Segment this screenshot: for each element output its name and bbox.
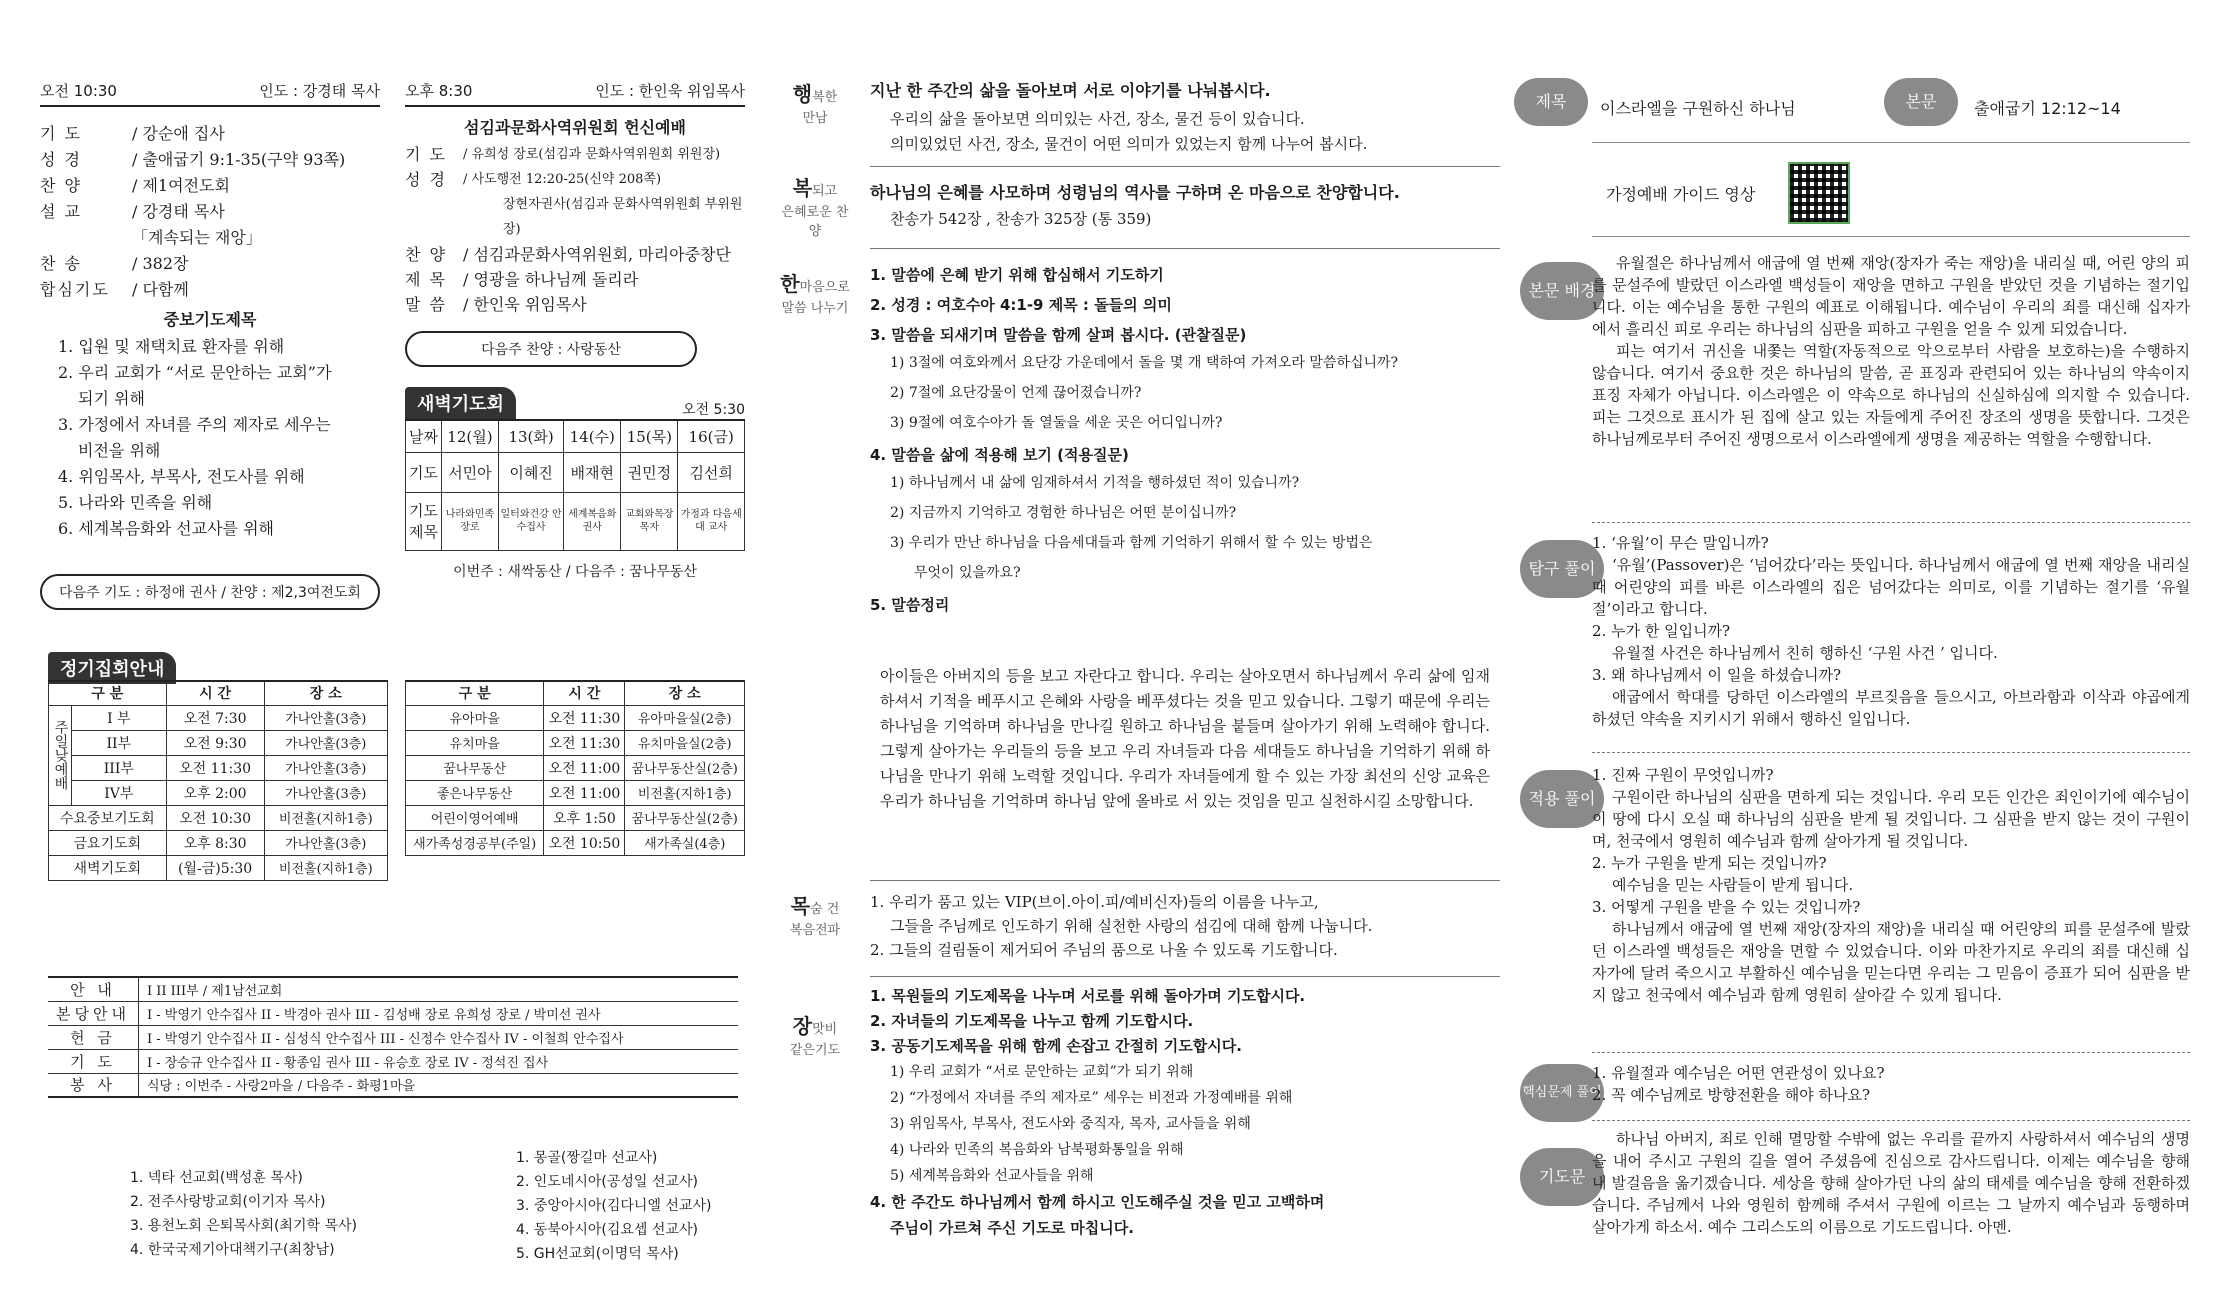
prayer-point: 5) 세계복음화와 선교사들을 위해 [890,1168,1094,1184]
service-row [40,173,380,199]
gospel-line: 1. 우리가 품고 있는 VIP(브이.아이.피/예비신자)들의 이름을 나누고, [870,893,1319,911]
meeting-cell: 가나안홀(3층) [264,730,387,755]
meeting-cell: 비전홀(지하1층) [264,855,387,880]
word-step: 5. 말씀정리 [870,596,950,614]
icon-gospel: 목숨 건 복음전파 [789,894,841,938]
meeting-header: 시 간 [166,681,264,705]
service-title: 섬김과문화사역위원회 헌신예배 [464,118,686,137]
service-row [405,192,745,242]
mission-item: 1. 몽골(짱길마 선교사) [516,1150,658,1166]
meeting-cell: 가나안홀(3층) [264,780,387,805]
dawn-cell: 세계복음화 권사 [564,492,621,550]
duty-row [48,977,738,1001]
duty-key: 기 도 [48,1049,139,1073]
core-question: 2. 꼭 예수님께로 방향전환을 해야 하나요? [1592,1086,1871,1104]
mission-item: 1. 넥타 선교회(백성훈 목사) [130,1170,303,1186]
meeting-cell: 오전 11:30 [166,755,264,780]
icon-prayer: 장맛비 같은기도 [789,1014,841,1058]
meeting-cell: 오전 10:50 [544,830,625,855]
service-time: 오전 10:30 [40,82,117,100]
row-key: 설 교 [40,202,82,221]
dawn-cell: 15(목) [621,420,678,452]
meeting-cell: 꿈나무동산실(2층) [625,805,745,830]
row-key: 말 씀 [405,295,447,314]
dawn-cell: 이혜진 [498,452,563,492]
meeting-cell: 오전 11:00 [544,780,625,805]
meeting-cell: 유치마을실(2층) [625,730,745,755]
qr-code-icon[interactable] [1788,162,1850,224]
prayer-point: 4) 나라와 민족의 복음화와 남북평화통일을 위해 [890,1142,1184,1158]
service-row [40,199,380,225]
row-value: / 유희성 장로(섬김과 문화사역위원회 위원장) [463,147,721,162]
core-questions [1592,1062,2190,1106]
core-question: 1. 유월절과 예수님은 어떤 연관성이 있나요? [1592,1064,1885,1082]
service-order [40,121,380,303]
dawn-cell: 일터와건강 안수집사 [498,492,563,550]
row-value: / 제1여전도회 [132,176,230,195]
gospel-line: 그들을 주님께로 인도하기 위해 실천한 사랑의 섬김에 대해 함께 나눕니다. [890,917,1373,935]
row-value: / 섬김과문화사역위원회, 마리아중창단 [463,245,731,264]
sunday-label: 주일낮예배 [49,705,72,805]
meeting-cell: III부 [72,755,167,780]
meeting-cell: I 부 [72,705,167,730]
icon-happy-meeting: 행복한 만남 [792,82,838,126]
word-question: 2) 지금까지 기억하고 경험한 하나님은 어떤 분이십니까? [890,505,1237,521]
duty-row [48,1001,738,1025]
prayer-item: 6. 세계복음화와 선교사를 위해 [58,519,274,538]
mission-item: 5. GH선교회(이명덕 목사) [516,1246,679,1262]
section-prayer [870,984,1500,1241]
meeting-header: 구 분 [406,681,544,705]
duty-key: 본당안내 [48,1001,139,1025]
meeting-row [49,755,388,780]
meeting-row [406,705,745,730]
mission-item: 4. 한국국제기아대책기구(최창남) [130,1242,335,1258]
icon-word-sharing: 한마음으로 말씀 나누기 [780,272,850,316]
mission-list-a [130,1166,357,1262]
core-tag: 핵심문제 풀이 [1520,1064,1604,1122]
divider [870,166,1500,167]
mission-item: 3. 용천노회 은퇴목사회(최기학 목사) [130,1218,357,1234]
meeting-header: 장 소 [625,681,745,705]
prayer-item: 4. 위임목사, 부목사, 전도사를 위해 [58,467,305,486]
duty-value: I - 장승규 안수집사 II - 황종임 권사 III - 유승호 장로 IV - 정석진 집사 [139,1049,739,1073]
service-row [405,167,745,192]
divider [1592,142,2190,143]
duty-value: 식당 : 이번주 - 사랑2마을 / 다음주 - 화평1마을 [139,1073,739,1097]
answer: 애굽에서 학대를 당하던 이스라엘의 부르짖음을 들으시고, 아브라함과 이삭과 야곱에게 하셨던 약속을 지키시기 위해서 행하신 일입니다. [1592,688,2190,728]
meeting-row [49,705,388,730]
meeting-row [406,805,745,830]
dawn-cell: 나라와민족 장로 [441,492,498,550]
regular-meetings-title: 정기집회안내 [48,652,176,684]
meeting-cell: 꿈나무동산 [406,755,544,780]
word-step: 4. 말씀을 삶에 적용해 보기 (적용질문) [870,446,1129,464]
prayer-item: 3. 가정에서 자녀를 주의 제자로 세우는 [58,415,331,434]
duty-value: I - 박영기 안수집사 II - 박경아 권사 III - 김성배 장로 유희성 장로 / 박미선 권사 [139,1001,739,1025]
word-question: 1) 하나님께서 내 삶에 임재하셔서 기적을 행하셨던 적이 있습니까? [890,475,1300,491]
dawn-cell: 김선희 [678,452,745,492]
row-value: / 강경태 목사 [132,202,225,221]
duty-value: I - 박영기 안수집사 II - 심성식 안수집사 III - 신정수 안수집사 IV - 이철희 안수집사 [139,1025,739,1049]
dawn-cell: 권민정 [621,452,678,492]
question: 1. 진짜 구원이 무엇입니까? [1592,766,1774,784]
prayer-item: 비전을 위해 [78,441,161,460]
meeting-cell: 오전 11:30 [544,730,625,755]
service-header [405,80,745,107]
prayer-item: 2. 우리 교회가 “서로 문안하는 교회”가 [58,363,332,382]
meeting-cell: 새가족실(4층) [625,830,745,855]
gospel-line: 2. 그들의 걸림돌이 제거되어 주님의 품으로 나올 수 있도록 기도합니다. [870,941,1338,959]
row-value: / 사도행전 12:20-25(신약 208쪽) [463,172,662,187]
prayer-step: 1. 목원들의 기도제목을 나누며 서로를 위해 돌아가며 기도합시다. [870,987,1306,1005]
prayer-step: 3. 공동기도제목을 위해 함께 손잡고 간절히 기도합시다. [870,1037,1242,1055]
duty-key: 헌 금 [48,1025,139,1049]
word-question: 2) 7절에 요단강물이 언제 끊어졌습니까? [890,385,1142,401]
service-header [40,80,380,107]
meeting-cell: (월-금)5:30 [166,855,264,880]
dawn-prayer-table [405,419,745,551]
meeting-cell: 오전 11:00 [544,755,625,780]
dawn-cell: 12(월) [441,420,498,452]
meeting-header: 시 간 [544,681,625,705]
prayer-point: 2) “가정에서 자녀를 주의 제자로” 세우는 비전과 가정예배를 위해 [890,1090,1293,1106]
dawn-cell: 기도 [406,452,442,492]
word-question: 3) 9절에 여호수아가 돌 열둘을 세운 곳은 어디입니까? [890,415,1223,431]
divider [1592,1052,2190,1053]
row-key: 찬 양 [405,245,447,264]
section-fellowship: 지난 한 주간의 삶을 돌아보며 서로 이야기를 나눠봅시다. 우리의 삶을 돌아보면 의미있는 사건, 장소, 물건 등이 있습니다. 의미있었던 사건, 장소, 물건이 어떤 의미가 있었는지 함께 나누어 봅시다. [870,78,1500,157]
duty-row [48,1049,738,1073]
closing-line: 4. 한 주간도 하나님께서 함께 하시고 인도해주실 것을 믿고 고백하며 [870,1193,1325,1211]
prayer-step: 2. 자녀들의 기도제목을 나누고 함께 기도합시다. [870,1012,1194,1030]
answer: 유월절 사건은 하나님께서 친히 행하신 ‘구원 사건 ’ 입니다. [1612,644,1998,662]
meeting-cell: 오후 8:30 [166,830,264,855]
duty-key: 안 내 [48,977,139,1001]
service-time: 오후 8:30 [405,82,473,100]
dawn-cell: 가정과 다음세대 교사 [678,492,745,550]
prayer-point: 1) 우리 교회가 “서로 문안하는 교회”가 되기 위해 [890,1064,1194,1080]
duty-value: I II III부 / 제1남선교회 [139,977,739,1001]
mission-item: 3. 중앙아시아(김다니엘 선교사) [516,1198,712,1214]
row-value: / 다함께 [132,280,189,299]
service-row [40,277,380,303]
row-value: / 영광을 하나님께 돌리라 [463,270,639,289]
dawn-prayer-time: 오전 5:30 [682,402,745,418]
fellowship-line: 우리의 삶을 돌아보면 의미있는 사건, 장소, 물건 등이 있습니다. [890,110,1305,128]
service-leader: 인도 : 강경태 목사 [259,82,380,100]
evening-service [405,0,745,581]
dawn-cell: 기도 제목 [406,492,442,550]
closing-line: 주님이 가르쳐 주신 기도로 마칩니다. [890,1219,1134,1237]
meeting-row [406,755,745,780]
prayer-title: 중보기도제목 [163,310,257,329]
answer: 예수님을 믿는 사람들이 받게 됩니다. [1612,876,1854,894]
row-key: 기 도 [40,124,82,143]
prayer-item: 1. 입원 및 재택치료 환자를 위해 [58,337,285,356]
meeting-header: 장 소 [264,681,387,705]
divider [870,248,1500,249]
meeting-cell: 오후 2:00 [166,780,264,805]
service-row [40,251,380,277]
meeting-cell: 유아마을실(2층) [625,705,745,730]
prayer-point: 3) 위임목사, 부목사, 전도사와 중직자, 목자, 교사들을 위해 [890,1116,1251,1132]
meeting-cell: 비전홀(지하1층) [264,805,387,830]
meeting-cell: 금요기도회 [49,830,167,855]
meeting-cell: 오전 11:30 [544,705,625,730]
question: 3. 왜 하나님께서 이 일을 하셨습니까? [1592,666,1842,684]
dawn-cell: 14(수) [564,420,621,452]
service-leader: 인도 : 한인욱 위임목사 [595,82,745,100]
question: 3. 어떻게 구원을 받을 수 있는 것입니까? [1592,898,1861,916]
icon-blessed-praise: 복되고 은혜로운 찬양 [781,176,849,239]
dawn-cell: 16(금) [678,420,745,452]
meeting-cell: 오후 1:50 [544,805,625,830]
explore-text [1592,532,2190,730]
answer: 하나님께서 애굽에 열 번째 재앙(장자의 재앙)을 내리실 때 어린양의 피를 문설주에 발랐던 이스라엘 백성들은 재앙을 면할 수 있었습니다. 이와 마찬가지로 우리의 죄를 대신해 십자가에 달려 죽으시고 부활하신 예수님을 믿는다면 우리는 그 믿음이 증표가 되어 심판을 받지 않고 천국에서 예수님과 함께 영원히 살아갈 수 있게 됩니다. [1592,920,2190,1004]
meeting-cell: 오전 7:30 [166,705,264,730]
dawn-cell: 배재현 [564,452,621,492]
row-key: 제 목 [405,270,447,289]
section-word [870,258,1500,618]
service-row [405,242,745,267]
divider [870,880,1500,881]
guide-video-label: 가정예배 가이드 영상 [1606,185,1756,204]
word-question: 3) 우리가 만난 하나님을 다음세대들과 함께 기억하기 위해서 할 수 있는 방법은 [890,535,1373,551]
meeting-cell: 오전 10:30 [166,805,264,830]
apply-tag: 적용 풀이 [1520,770,1604,828]
dawn-prayer-title: 새벽기도회 [405,387,516,419]
meeting-row [49,805,388,830]
service-row [40,147,380,173]
prayer-text: 하나님 아버지, 죄로 인해 멸망할 수밖에 없는 우리를 끝까지 사랑하셔서 예수님의 생명을 내어 주시고 구원의 길을 열어 주셨음에 진심으로 감사드립니다. 이제는 예수님을 향해 내 발걸음을 옮기겠습니다. 세상을 향해 살아가던 나의 삶의 태세를 예수님을 향해 전환하겠습니다. 주님께서 나와 영원히 함께해 주셔서 구원에 이르는 그 날까지 예수님과 동행하며 살아가게 하소서. 예수 그리스도의 이름으로 기도드립니다. 아멘. [1592,1130,2190,1236]
divider [1592,1120,2190,1121]
background-para: 피는 여기서 귀신을 내쫓는 역할(자동적으로 악으로부터 사람을 보호하는)을 수행하지 않습니다. 여기서 중요한 것은 하나님의 말씀, 곧 표징과 관련되어 있는 하나님의 약속이지 표징 자체가 아닙니다. 이스라엘은 이 약속으로 하나님의 신실하심에 의지할 수 있습니다. 피는 그것으로 표시가 된 집에 살고 있는 자들에게 주어진 장조의 생명을 뜻합니다. 그것은 하나님께로부터 주어진 생명으로서 이스라엘에게 생명을 제공하는 역할을 수행합니다. [1592,342,2190,448]
row-value: / 강순애 집사 [132,124,225,143]
text-tag: 본문 [1884,78,1958,126]
dawn-next-note: 이번주 : 새싹동산 / 다음주 : 꿈나무동산 [453,563,697,580]
background-tag: 본문 배경 [1520,262,1604,320]
prayer-item: 되기 위해 [78,389,145,408]
sunday-morning-service [40,0,380,610]
meeting-cell: IV부 [72,780,167,805]
fellowship-line: 의미있었던 사건, 장소, 물건이 어떤 의미가 있었는지 함께 나누어 봅시다. [890,135,1368,153]
meeting-cell: 가나안홀(3층) [264,830,387,855]
background-para: 유월절은 하나님께서 애굽에 열 번째 재앙(장자가 죽는 재앙)을 내리실 때, 어린 양의 피를 문설주에 발랐던 이스라엘 백성들이 재앙을 면하고 구원을 받았던 것을 기념하는 절기입니다. 이는 예수님을 통한 구원의 예표로 이해됩니다. 예수님이 우리의 죄를 대신해 십자가에서 흘리신 피로 우리는 하나님의 심판을 피하고 구원을 얻을 수 있게 되었습니다. [1592,254,2190,338]
explore-tag: 탐구 풀이 [1520,540,1604,598]
meeting-row [49,730,388,755]
row-value: / 출애굽기 9:1-35(구약 93쪽) [132,150,346,169]
meeting-cell: 수요중보기도회 [49,805,167,830]
scripture-text: 출애굽기 12:12~14 [1974,99,2121,118]
meeting-row [406,830,745,855]
service-row [40,225,380,251]
meeting-cell: 가나안홀(3층) [264,755,387,780]
row-key [40,225,132,251]
mission-item: 4. 동북아시아(김요셉 선교사) [516,1222,698,1238]
word-step: 3. 말씀을 되새기며 말씀을 함께 살펴 봅시다. (관찰질문) [870,326,1247,344]
dawn-cell: 13(화) [498,420,563,452]
section-praise: 하나님의 은혜를 사모하며 성령님의 역사를 구하며 온 마음으로 찬양합니다. 찬송가 542장 , 찬송가 325장 (통 359) [870,183,1400,228]
divider [1592,236,2190,237]
meeting-cell: 가나안홀(3층) [264,705,387,730]
service-row [405,267,745,292]
meeting-cell: 새가족성경공부(주일) [406,830,544,855]
dawn-cell: 날짜 [406,420,442,452]
meeting-cell: 좋은나무동산 [406,780,544,805]
service-order [405,142,745,317]
question: 2. 누가 한 일입니까? [1592,622,1731,640]
apply-text [1592,764,2190,1006]
meeting-cell: 비전홀(지하1층) [625,780,745,805]
next-praise: 다음주 찬양 : 사랑동산 [405,331,697,367]
meeting-cell: 어린이영어예배 [406,805,544,830]
meetings-table-left [48,680,388,881]
mission-item: 2. 전주사랑방교회(이기자 목사) [130,1194,326,1210]
meeting-header: 구 분 [49,681,167,705]
sermon-title: 이스라엘을 구원하신 하나님 [1600,99,1796,118]
meeting-cell: II부 [72,730,167,755]
service-row [405,142,745,167]
word-question: 1) 3절에 여호와께서 요단강 가운데에서 돌을 몇 개 택하여 가져오라 말씀하십니까? [890,355,1399,371]
duty-row [48,1073,738,1097]
service-row [405,292,745,317]
meeting-row [406,730,745,755]
meeting-cell: 꿈나무동산실(2층) [625,755,745,780]
meeting-row [49,855,388,880]
row-key: 성 경 [405,170,447,189]
row-key: 기 도 [405,145,447,164]
word-summary: 아이들은 아버지의 등을 보고 자란다고 합니다. 우리는 살아오면서 하나님께서 우리 삶에 임재하셔서 기적을 베푸시고 은혜와 사랑을 베푸셨다는 것을 믿고 있습니다. 그렇기 때문에 우리는 하나님을 기억하며 하나님을 만나길 원하고 하나님을 붙들며 살아가기 위해 노력해야 합니다. 그렇게 살아가는 우리들의 등을 보고 우리 자녀들과 다음 세대들도 하나님을 기억하기 위해 하나님을 만나기 위해 노력할 것입니다. 우리가 자녀들에게 할 수 있는 가장 최선의 신앙 교육은 우리가 하나님을 기억하며 하나님 앞에 올바로 서 있는 것임을 믿고 실천하시길 소망합니다. [880,667,1490,810]
meeting-row [406,780,745,805]
divider [1592,752,2190,753]
answer: ‘유월’(Passover)은 ‘넘어갔다’라는 뜻입니다. 하나님께서 애굽에 열 번째 재앙을 내리실 때 어린양의 피를 바른 이스라엘의 집은 넘어갔다는 의미로, 이를 기념하는 절기를 ‘유월절’이라고 합니다. [1592,556,2190,618]
meeting-cell: 유아마을 [406,705,544,730]
dawn-cell: 교회와목장 목자 [621,492,678,550]
next-week-note: 다음주 기도 : 하정애 권사 / 찬양 : 제2,3여전도회 [40,574,380,610]
question: 2. 누가 구원을 받게 되는 것입니까? [1592,854,1827,872]
row-value: / 382장 [132,254,189,273]
row-key: 찬 송 [40,254,82,273]
question: 1. ‘유월’이 무슨 말입니까? [1592,534,1769,552]
word-step: 1. 말씀에 은혜 받기 위해 합심해서 기도하기 [870,266,1164,284]
row-value: 장현자권사(섬김과 문화사역위원회 부위원장) [503,197,743,237]
duty-key: 봉 사 [48,1073,139,1097]
meeting-row [49,780,388,805]
mission-list-b [516,1146,711,1266]
title-tag: 제목 [1514,78,1588,126]
meetings-table-right [405,680,745,856]
row-value: / 한인욱 위임목사 [463,295,587,314]
dawn-cell: 서민아 [441,452,498,492]
row-value: 「계속되는 재앙」 [132,228,262,247]
word-question: 무엇이 있을까요? [914,565,1021,581]
row-key [405,192,463,242]
prayer-item: 5. 나라와 민족을 위해 [58,493,213,512]
mission-item: 2. 인도네시아(공성일 선교사) [516,1174,698,1190]
meeting-cell: 새벽기도회 [49,855,167,880]
divider [1592,522,2190,523]
meeting-cell: 오전 9:30 [166,730,264,755]
duty-row [48,1025,738,1049]
answer: 구원이란 하나님의 심판을 면하게 되는 것입니다. 우리 모든 인간은 죄인이기에 예수님이 이 땅에 다시 오실 때 하나님의 심판을 받게 될 것입니다. 그 심판을 받지 않는 것이 구원이며, 천국에서 영원히 예수님과 함께 살아가게 될 것입니다. [1592,788,2190,850]
meeting-cell: 유치마을 [406,730,544,755]
prayer-tag: 기도문 [1520,1148,1604,1206]
prayer-list [58,334,380,542]
meeting-row [49,830,388,855]
row-key: 합심기도 [40,280,110,299]
section-gospel [870,890,1500,962]
background-text [1592,252,2190,450]
duty-table [48,976,738,1098]
row-key: 성 경 [40,150,82,169]
divider [870,976,1500,977]
word-step: 2. 성경 : 여호수아 4:1-9 제목 : 돌들의 의미 [870,296,1172,314]
service-row [40,121,380,147]
row-key: 찬 양 [40,176,82,195]
